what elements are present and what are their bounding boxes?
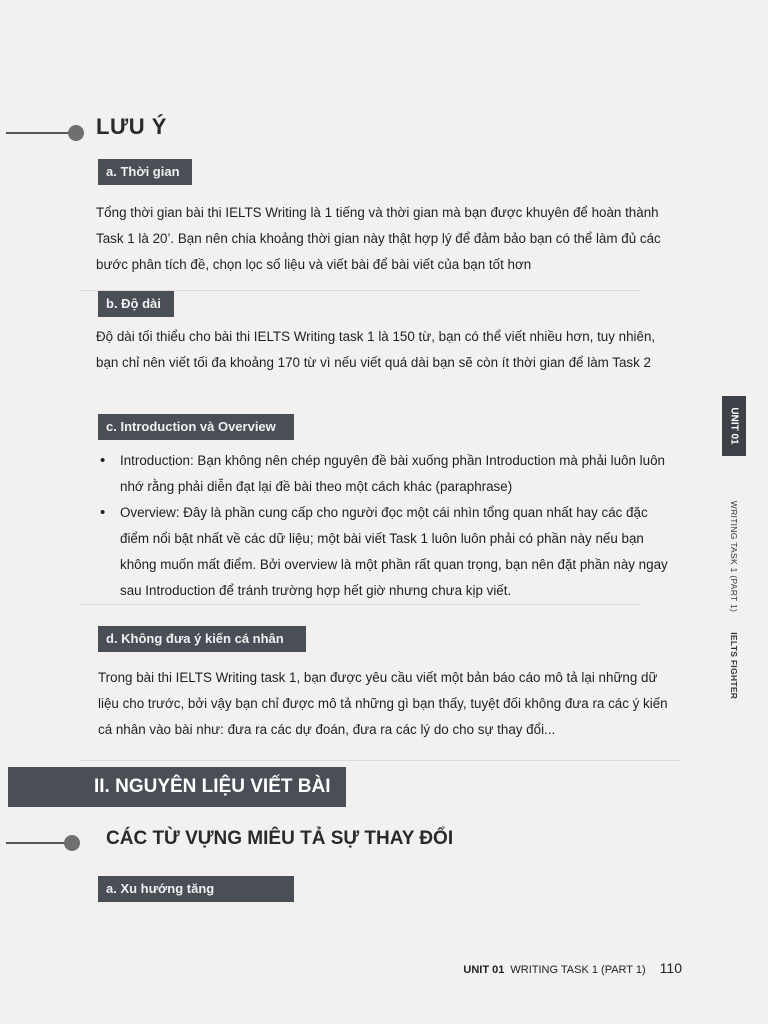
- heading-rule: [6, 132, 72, 134]
- page-footer: [463, 960, 682, 976]
- unit-side-tab: [722, 396, 746, 456]
- footer-task: WRITING TASK 1 (PART 1): [510, 964, 646, 976]
- bleed-through-line: [80, 604, 640, 605]
- subheading-bullet-icon: [64, 835, 80, 851]
- label-intro-overview: c. Introduction và Overview: [98, 414, 294, 440]
- label-no-opinion: d. Không đưa ý kiến cá nhân: [98, 626, 306, 652]
- paragraph-time: Tổng thời gian bài thi IELTS Writing là 1 tiếng và thời gian mà bạn được khuyên để hoàn thành Task 1 là 20’. Bạn nên chia khoảng thời gian này thật hợp lý để đảm bảo bạn có thể làm đủ các bước phân tích đề, chọn lọc số liệu và viết bài để bài viết của bạn tốt hơn: [96, 205, 661, 272]
- bleed-through-line: [80, 760, 680, 761]
- side-brand-text: IELTS FIGHTER: [729, 632, 739, 700]
- footer-unit: UNIT 01: [463, 964, 505, 976]
- side-tab-label: UNIT 01: [728, 407, 740, 445]
- list-item: • Introduction: Bạn không nên chép nguyên đề bài xuống phần Introduction mà phải luôn luôn nhớ rằng phải diễn đạt lại đề bài theo một cách khác (paraphrase): [96, 448, 680, 500]
- page-title: LƯU Ý: [96, 114, 167, 139]
- subheading: CÁC TỪ VỰNG MIÊU TẢ SỰ THAY ĐỔI: [106, 828, 454, 849]
- page-number: 110: [659, 960, 682, 976]
- notes-heading: [0, 112, 340, 148]
- subheading-row: [0, 826, 500, 858]
- label-length: b. Độ dài: [98, 291, 174, 317]
- heading-bullet-icon: [68, 125, 84, 141]
- paragraph-length: Độ dài tối thiểu cho bài thi IELTS Writing task 1 là 150 từ, bạn có thể viết nhiều hơn, tuy nhiên, bạn chỉ nên viết tối đa khoảng 170 từ vì nếu viết quá dài bạn sẽ còn ít thời gian để làm Task 2: [96, 329, 656, 370]
- subheading-rule: [6, 842, 68, 844]
- section-banner: II. NGUYÊN LIỆU VIẾT BÀI: [8, 767, 346, 807]
- paragraph-no-opinion: Trong bài thi IELTS Writing task 1, bạn được yêu cầu viết một bản báo cáo mô tả lại những dữ liệu cho trước, bởi vậy bạn chỉ được mô tả những gì bạn thấy, tuyệt đối không đưa ra các ý kiến cá nhân vào bài như: đưa ra các dự đoán, đưa ra các lý do cho sự thay đổi...: [98, 670, 668, 737]
- side-running-header: [729, 501, 739, 699]
- side-task-text: WRITING TASK 1 (PART 1): [729, 500, 739, 613]
- label-time: a. Thời gian: [98, 159, 192, 185]
- intro-overview-list: [96, 448, 680, 604]
- label-increase: a. Xu hướng tăng: [98, 876, 294, 902]
- list-item: • Overview: Đây là phần cung cấp cho người đọc một cái nhìn tổng quan nhất hay các đặc điểm nổi bật nhất về các dữ liệu; một bài viết Task 1 luôn luôn phải có phần này nếu bạn không muốn mất điểm. Bởi overview là một phần rất quan trọng, bạn nên đặt phần này ngay sau Introduction để tránh trường hợp hết giờ nhưng chưa kịp viết.: [96, 500, 680, 604]
